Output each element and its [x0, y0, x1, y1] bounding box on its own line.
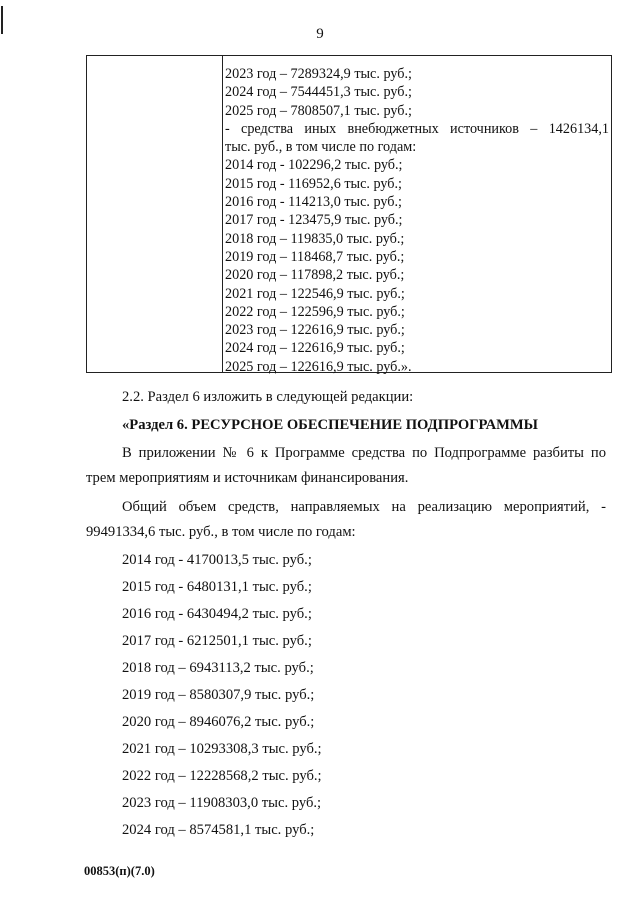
table-line: 2025 год – 122616,9 тыс. руб.».: [225, 358, 412, 375]
paragraph-line: трем мероприятиям и источникам финансирования.: [86, 470, 409, 486]
year-amount-line: 2021 год – 10293308,3 тыс. руб.;: [122, 741, 322, 757]
year-amount-line: 2023 год – 11908303,0 тыс. руб.;: [122, 795, 322, 811]
funding-table: [86, 55, 612, 373]
instruction-paragraph: 2.2. Раздел 6 изложить в следующей редакции:: [122, 389, 414, 405]
year-amount-line: 2015 год - 6480131,1 тыс. руб.;: [122, 579, 312, 595]
paragraph-line: 99491334,6 тыс. руб., в том числе по годам:: [86, 524, 356, 540]
table-line: 2018 год – 119835,0 тыс. руб.;: [225, 230, 405, 247]
year-amount-line: 2020 год – 8946076,2 тыс. руб.;: [122, 714, 315, 730]
table-line: 2023 год – 7289324,9 тыс. руб.;: [225, 66, 412, 82]
year-amount-line: 2016 год - 6430494,2 тыс. руб.;: [122, 606, 312, 622]
page-number: 9: [316, 26, 324, 42]
table-line: 2019 год – 118468,7 тыс. руб.;: [225, 248, 405, 265]
paragraph-line: Общий объем средств, направляемых на реализацию мероприятий, -: [122, 499, 606, 515]
table-line: 2020 год – 117898,2 тыс. руб.;: [225, 267, 405, 284]
year-amount-line: 2018 год – 6943113,2 тыс. руб.;: [122, 660, 314, 676]
table-line: 2015 год - 116952,6 тыс. руб.;: [225, 175, 402, 192]
year-amount-line: 2019 год – 8580307,9 тыс. руб.;: [122, 687, 315, 703]
year-amount-line: 2014 год - 4170013,5 тыс. руб.;: [122, 552, 312, 568]
table-line: 2021 год – 122546,9 тыс. руб.;: [225, 285, 405, 302]
table-line: 2025 год – 7808507,1 тыс. руб.;: [225, 102, 412, 119]
table-line: 2024 год – 122616,9 тыс. руб.;: [225, 340, 405, 357]
section-heading: «Раздел 6. РЕСУРСНОЕ ОБЕСПЕЧЕНИЕ ПОДПРОГРАММЫ: [122, 417, 539, 433]
year-amount-line: 2024 год – 8574581,1 тыс. руб.;: [122, 822, 315, 838]
table-line: 2014 год - 102296,2 тыс. руб.;: [225, 157, 403, 174]
table-line: 2017 год - 123475,9 тыс. руб.;: [225, 212, 403, 229]
year-amount-line: 2022 год – 12228568,2 тыс. руб.;: [122, 768, 322, 784]
table-column-divider: [222, 56, 223, 372]
paragraph-line: В приложении № 6 к Программе средства по Подпрограмме разбиты по: [122, 445, 606, 461]
table-line: - средства иных внебюджетных источников – 1426134,1: [225, 120, 609, 137]
table-line: тыс. руб., в том числе по годам:: [225, 139, 417, 156]
year-amount-line: 2017 год - 6212501,1 тыс. руб.;: [122, 633, 312, 649]
table-line: 2023 год – 122616,9 тыс. руб.;: [225, 322, 405, 339]
table-line: 2024 год – 7544451,3 тыс. руб.;: [225, 84, 412, 101]
document-code: 00853(п)(7.0): [84, 864, 155, 878]
table-line: 2016 год - 114213,0 тыс. руб.;: [225, 194, 402, 211]
table-right-cell: [225, 65, 609, 376]
table-line: 2022 год – 122596,9 тыс. руб.;: [225, 303, 405, 320]
